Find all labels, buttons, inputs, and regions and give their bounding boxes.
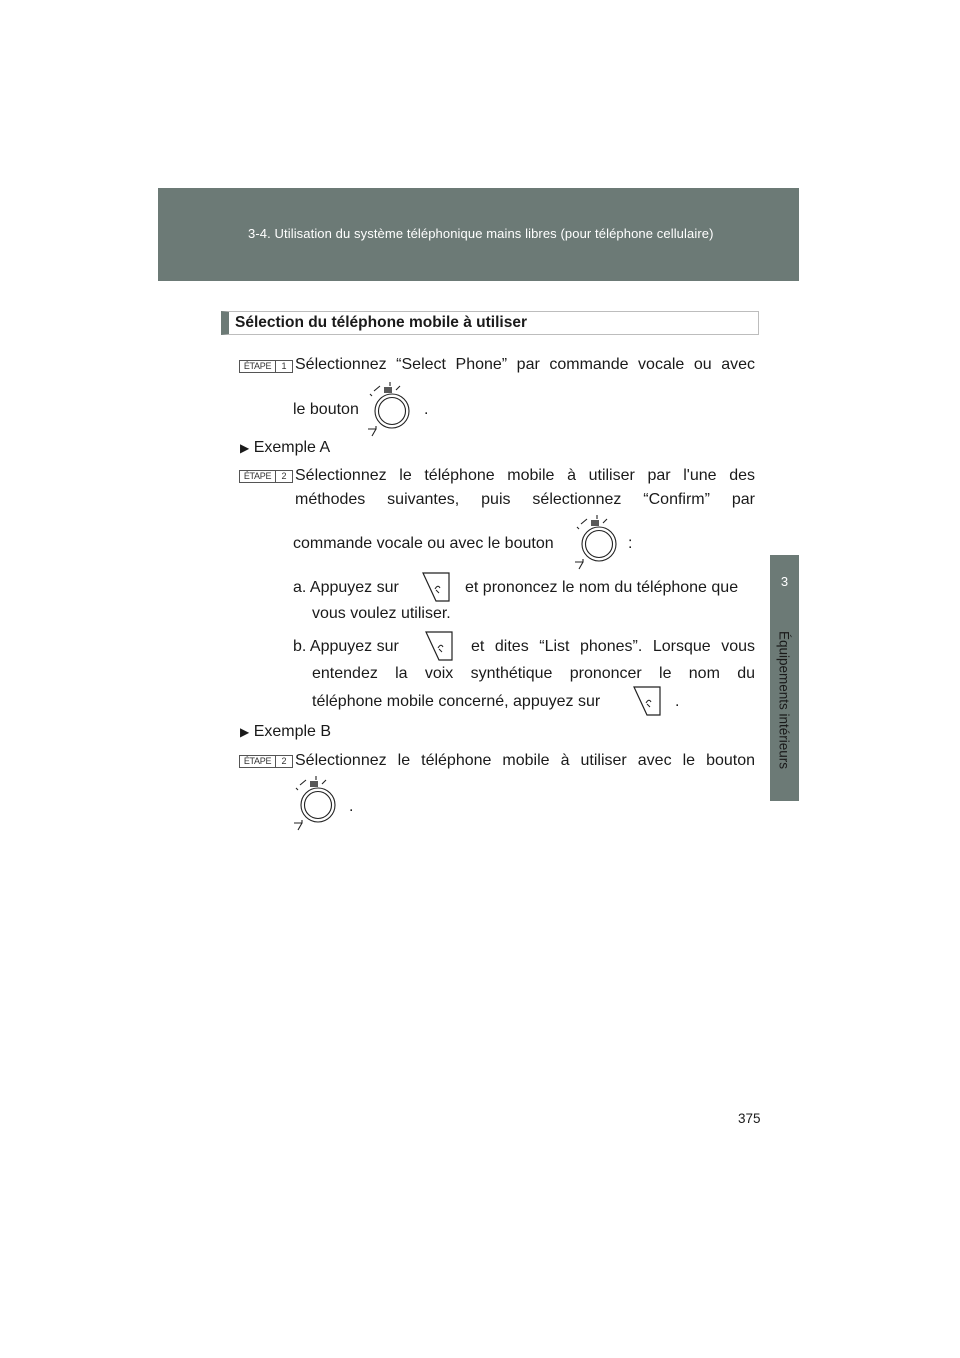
talk-switch-icon <box>633 686 661 716</box>
option-b-line3-pre: téléphone mobile concerné, appuyez sur <box>312 693 601 710</box>
tune-select-dial-icon <box>292 776 338 832</box>
right-triangle-bullet-icon: ▶ <box>240 441 250 455</box>
step1-line1: Sélectionnez “Select Phone” par commande vocale ou avec <box>295 356 755 373</box>
tune-select-dial-icon <box>573 515 619 571</box>
talk-switch-icon <box>422 572 450 602</box>
option-a-line2: vous voulez utiliser. <box>312 605 451 622</box>
step-badge-2a: ÉTAPE 2 <box>239 470 293 483</box>
side-tab-label: Équipements intérieurs <box>776 630 792 770</box>
option-b-line2: entendez la voix synthétique prononcer le nom du <box>312 665 755 682</box>
option-a-post: et prononcez le nom du téléphone que <box>465 579 739 596</box>
example-b: ▶ Exemple B <box>240 723 332 740</box>
option-b-pre: b. Appuyez sur <box>293 638 399 655</box>
step2b-line2-post: . <box>349 798 354 815</box>
option-b-post: et dites “List phones”. Lorsque vous <box>471 638 755 655</box>
step2a-line3-pre: commande vocale ou avec le bouton <box>293 535 554 552</box>
option-a-pre: a. Appuyez sur <box>293 579 399 596</box>
step2b-line1: Sélectionnez le téléphone mobile à utiliser avec le bouton <box>295 752 755 769</box>
step2a-line2: méthodes suivantes, puis sélectionnez “Confirm” par <box>295 491 755 508</box>
step1-line2-pre: le bouton <box>293 401 359 418</box>
step-badge-1: ÉTAPE 1 <box>239 360 293 373</box>
step1-line2-post: . <box>424 401 429 418</box>
tune-select-dial-icon <box>366 382 412 438</box>
example-a: ▶ Exemple A <box>240 439 331 456</box>
side-tab-number: 3 <box>780 574 789 589</box>
chapter-title: 3-4. Utilisation du système téléphonique mains libres (pour téléphone cellulaire) <box>248 226 714 241</box>
chapter-header <box>158 188 799 281</box>
step-badge-2b: ÉTAPE 2 <box>239 755 293 768</box>
section-title: Sélection du téléphone mobile à utiliser <box>235 314 527 331</box>
right-triangle-bullet-icon: ▶ <box>240 725 250 739</box>
step2a-line1: Sélectionnez le téléphone mobile à utiliser par l'une des <box>295 467 755 484</box>
option-b-line3-post: . <box>675 693 680 710</box>
section-heading <box>221 311 759 335</box>
talk-switch-icon <box>425 631 453 661</box>
step2a-line3-post: : <box>628 535 633 552</box>
page-number: 375 <box>738 1111 761 1126</box>
